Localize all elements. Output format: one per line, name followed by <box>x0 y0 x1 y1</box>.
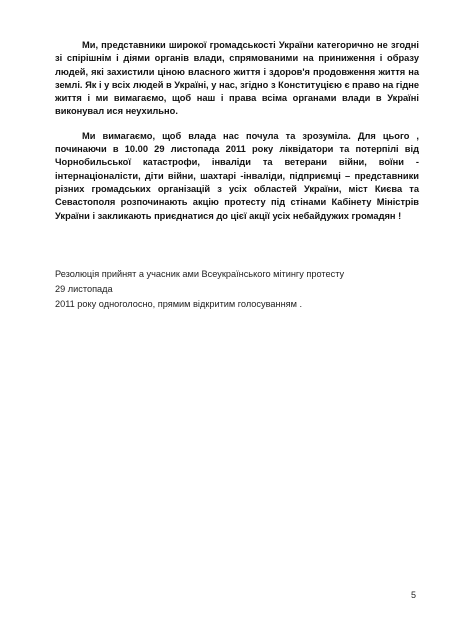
page-number: 5 <box>410 590 416 600</box>
paragraph-disagreement: Ми, представники широкої громадськості України категорично не згодні зі спірішнім і діями органів влади, спрямованими на приниження і образу людей, які захистили ціною власного життя і здоров'я продовження життя на землі. Як і у всіх людей в Україні, у нас, згідно з Конституцією є право на гідне життя і ми вимагаємо, щоб наш і права всіма органами влади в Україні виконувал ися неухильно. <box>55 40 420 117</box>
appeal-text <box>55 39 419 223</box>
resolution-note <box>55 267 355 311</box>
resolution-line-2: 2011 року одноголосно, прямим відкритим голосуванням . <box>55 298 303 309</box>
resolution-line-1: Резолюція прийнят а учасник ами Всеукраїнського мітингу протесту 29 листопада <box>55 269 345 294</box>
paragraph-demands: Ми вимагаємо, щоб влада нас почула та зрозуміла. Для цього , починаючи в 10.00 29 листопада 2011 року ліквідатори та потерпілі від Чорнобильської катастрофи, інваліди та ветерани війни, воїни - інтернаціоналісти, діти війни, шахтарі -інваліди, підприємці – представники різних громадських організацій з усіх областей України, міст Києва та Севастополя розпочинають акцію протесту під стінами Кабінету Міністрів України і закликають приєднатися до цієї акції усіх небайдужих громадян ! <box>55 130 419 221</box>
